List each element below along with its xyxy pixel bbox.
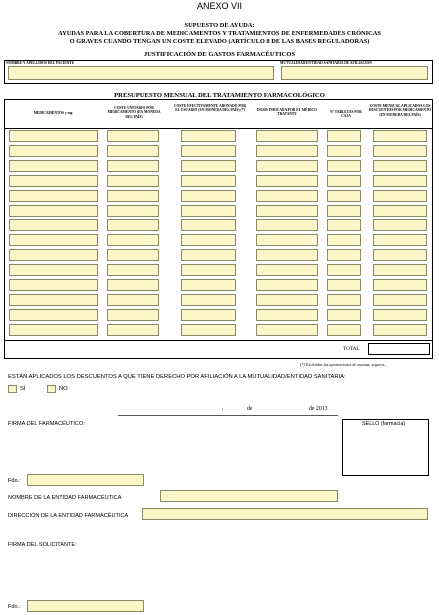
discount-no-checkbox[interactable] bbox=[47, 385, 56, 393]
coste-mensual-cell[interactable] bbox=[373, 234, 427, 246]
dosis-cell[interactable] bbox=[256, 309, 318, 321]
coste-mensual-cell[interactable] bbox=[373, 324, 427, 336]
coste-unitario-cell[interactable] bbox=[107, 145, 159, 157]
column-header-dosis: DOSIS INDICADA POR EL MÉDICO TRATANTE bbox=[257, 108, 317, 117]
mutual-label: MUTUALIDAD/ENTIDAD SANITARIA DE AFILIACIÓN bbox=[280, 61, 372, 65]
date-underline[interactable] bbox=[118, 415, 338, 416]
medicamento-cell[interactable] bbox=[9, 324, 98, 336]
coste-unitario-cell[interactable] bbox=[107, 279, 159, 291]
discount-no-label: NO bbox=[59, 386, 68, 392]
coste-abonado-cell[interactable] bbox=[181, 279, 236, 291]
coste-mensual-cell[interactable] bbox=[373, 264, 427, 276]
coste-abonado-cell[interactable] bbox=[181, 175, 236, 187]
tabletas-cell[interactable] bbox=[327, 234, 361, 246]
discounts-question: ESTÁN APLICADOS LOS DESCUENTOS A QUE TIENE DERECHO POR AFILIACIÓN A LA MUTUALIDAD/ENTIDAD SANITARIA: bbox=[8, 374, 346, 380]
coste-unitario-cell[interactable] bbox=[107, 324, 159, 336]
pharmacist-fdo-label: Fdo.: bbox=[8, 478, 21, 484]
dosis-cell[interactable] bbox=[256, 145, 318, 157]
tabletas-cell[interactable] bbox=[327, 309, 361, 321]
medicamento-cell[interactable] bbox=[9, 145, 98, 157]
coste-unitario-cell[interactable] bbox=[107, 264, 159, 276]
tabletas-cell[interactable] bbox=[327, 219, 361, 231]
applicant-fdo-label: Fdo.: bbox=[8, 604, 21, 610]
tabletas-cell[interactable] bbox=[327, 264, 361, 276]
patient-name-field[interactable] bbox=[8, 66, 274, 80]
coste-unitario-cell[interactable] bbox=[107, 175, 159, 187]
coste-mensual-cell[interactable] bbox=[373, 309, 427, 321]
tabletas-cell[interactable] bbox=[327, 130, 361, 142]
coste-mensual-cell[interactable] bbox=[373, 279, 427, 291]
dosis-cell[interactable] bbox=[256, 160, 318, 172]
heading-line-1: SUPUESTO DE AYUDA: bbox=[184, 22, 255, 29]
dosis-cell[interactable] bbox=[256, 264, 318, 276]
column-header-coste-unitario: COSTE UNITARIO POR MEDICAMENTO (EN MONEDA DEL PAÍS) bbox=[107, 106, 161, 119]
coste-abonado-cell[interactable] bbox=[181, 264, 236, 276]
medicamento-cell[interactable] bbox=[9, 294, 98, 306]
column-header-medicamentos: MEDICAMENTOS y mg bbox=[33, 111, 73, 115]
coste-abonado-cell[interactable] bbox=[181, 130, 236, 142]
entity-address-label: DIRECCIÓN DE LA ENTIDAD FARMACÉUTICA bbox=[8, 513, 129, 519]
medicamento-cell[interactable] bbox=[9, 190, 98, 202]
discount-yes-label: SÍ bbox=[20, 386, 26, 392]
pharmacist-signature-label: FIRMA DEL FARMACÉUTICO: bbox=[8, 421, 85, 427]
pharmacist-fdo-field[interactable] bbox=[27, 474, 144, 486]
date-year: de 2013 bbox=[309, 406, 328, 412]
coste-mensual-cell[interactable] bbox=[373, 160, 427, 172]
coste-mensual-cell[interactable] bbox=[373, 145, 427, 157]
coste-unitario-cell[interactable] bbox=[107, 205, 159, 217]
coste-unitario-cell[interactable] bbox=[107, 219, 159, 231]
coste-mensual-cell[interactable] bbox=[373, 130, 427, 142]
discount-yes-checkbox[interactable] bbox=[8, 385, 17, 393]
dosis-cell[interactable] bbox=[256, 205, 318, 217]
medicamento-cell[interactable] bbox=[9, 219, 98, 231]
tabletas-cell[interactable] bbox=[327, 160, 361, 172]
coste-mensual-cell[interactable] bbox=[373, 294, 427, 306]
coste-unitario-cell[interactable] bbox=[107, 190, 159, 202]
tabletas-cell[interactable] bbox=[327, 279, 361, 291]
coste-abonado-cell[interactable] bbox=[181, 190, 236, 202]
tabletas-cell[interactable] bbox=[327, 249, 361, 261]
applicant-signature-label: FIRMA DEL SOLICITANTE: bbox=[8, 542, 77, 548]
coste-abonado-cell[interactable] bbox=[181, 145, 236, 157]
dosis-cell[interactable] bbox=[256, 249, 318, 261]
patient-name-label: NOMBRE Y APELLIDOS DEL PACIENTE bbox=[6, 61, 75, 65]
coste-abonado-cell[interactable] bbox=[181, 294, 236, 306]
medicamento-cell[interactable] bbox=[9, 264, 98, 276]
coste-unitario-cell[interactable] bbox=[107, 294, 159, 306]
medicamento-cell[interactable] bbox=[9, 249, 98, 261]
section-title: JUSTIFICACIÓN DE GASTOS FARMACÉUTICOS bbox=[143, 51, 296, 58]
dosis-cell[interactable] bbox=[256, 294, 318, 306]
dosis-cell[interactable] bbox=[256, 279, 318, 291]
coste-abonado-cell[interactable] bbox=[181, 324, 236, 336]
annex-title: ANEXO VII bbox=[196, 1, 242, 11]
medicamento-cell[interactable] bbox=[9, 130, 98, 142]
medicamento-cell[interactable] bbox=[9, 175, 98, 187]
dosis-cell[interactable] bbox=[256, 219, 318, 231]
medicamento-cell[interactable] bbox=[9, 309, 98, 321]
medicamento-cell[interactable] bbox=[9, 234, 98, 246]
heading-line-2: AYUDAS PARA LA COBERTURA DE MEDICAMENTOS Y TRATAMIENTOS DE ENFERMEDADES CRÓNICAS bbox=[58, 30, 381, 37]
coste-unitario-cell[interactable] bbox=[107, 130, 159, 142]
medicamento-cell[interactable] bbox=[9, 205, 98, 217]
coste-abonado-cell[interactable] bbox=[181, 160, 236, 172]
coste-abonado-cell[interactable] bbox=[181, 309, 236, 321]
coste-abonado-cell[interactable] bbox=[181, 219, 236, 231]
coste-abonado-cell[interactable] bbox=[181, 205, 236, 217]
dosis-cell[interactable] bbox=[256, 324, 318, 336]
coste-mensual-cell[interactable] bbox=[373, 205, 427, 217]
dosis-cell[interactable] bbox=[256, 190, 318, 202]
budget-title: PRESUPUESTO MENSUAL DEL TRATAMIENTO FARMACOLÓGICO bbox=[114, 92, 325, 99]
coste-unitario-cell[interactable] bbox=[107, 234, 159, 246]
coste-unitario-cell[interactable] bbox=[107, 309, 159, 321]
total-label: TOTAL bbox=[343, 346, 360, 352]
column-header-tabletas: Nº TABLETAS POR CAJA bbox=[330, 110, 362, 119]
header-divider bbox=[4, 128, 433, 129]
dosis-cell[interactable] bbox=[256, 175, 318, 187]
column-header-coste-abonado: COSTE EFECTIVAMENTE ABONADO POR EL USUARIO (EN MONEDA DEL PAÍS) (*) bbox=[174, 104, 246, 113]
tabletas-cell[interactable] bbox=[327, 294, 361, 306]
seal-label: SELLO (farmacia) bbox=[362, 421, 406, 427]
entity-name-field[interactable] bbox=[160, 490, 338, 502]
tabletas-cell[interactable] bbox=[327, 190, 361, 202]
date-comma: , bbox=[222, 405, 224, 411]
coste-mensual-cell[interactable] bbox=[373, 190, 427, 202]
coste-abonado-cell[interactable] bbox=[181, 234, 236, 246]
column-header-coste-mensual: COSTE MENSUAL APLICADOS LOS DESCUENTOS POR MEDICAMENTO (EN MONEDA DEL PAÍS) bbox=[368, 104, 432, 117]
coste-mensual-cell[interactable] bbox=[373, 249, 427, 261]
total-divider bbox=[4, 340, 433, 341]
mutual-field[interactable] bbox=[281, 66, 428, 80]
seal-box[interactable] bbox=[342, 419, 429, 476]
heading-line-3: O GRAVES CUANDO TENGAN UN COSTE ELEVADO (ARTÍCULO 8 DE LAS BASES REGULADORAS) bbox=[69, 38, 370, 45]
date-de: de bbox=[247, 406, 253, 412]
coste-mensual-cell[interactable] bbox=[373, 175, 427, 187]
dosis-cell[interactable] bbox=[256, 234, 318, 246]
medicamento-cell[interactable] bbox=[9, 160, 98, 172]
tabletas-cell[interactable] bbox=[327, 145, 361, 157]
budget-footnote: (*) Excluidas las aportaciones de mutuas, seguros... bbox=[300, 362, 388, 367]
tabletas-cell[interactable] bbox=[327, 324, 361, 336]
coste-abonado-cell[interactable] bbox=[181, 249, 236, 261]
coste-mensual-cell[interactable] bbox=[373, 219, 427, 231]
coste-unitario-cell[interactable] bbox=[107, 160, 159, 172]
dosis-cell[interactable] bbox=[256, 130, 318, 142]
entity-name-label: NOMBRE DE LA ENTIDAD FARMACÉUTICA bbox=[8, 495, 122, 501]
total-field[interactable] bbox=[368, 343, 430, 355]
entity-address-field[interactable] bbox=[142, 508, 428, 520]
tabletas-cell[interactable] bbox=[327, 175, 361, 187]
coste-unitario-cell[interactable] bbox=[107, 249, 159, 261]
tabletas-cell[interactable] bbox=[327, 205, 361, 217]
applicant-fdo-field[interactable] bbox=[27, 600, 144, 612]
medicamento-cell[interactable] bbox=[9, 279, 98, 291]
